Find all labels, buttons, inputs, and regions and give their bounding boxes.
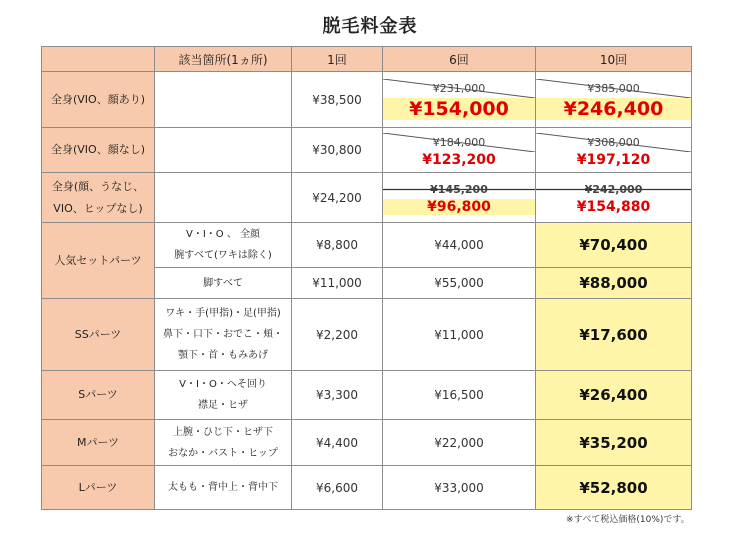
price-one: ¥4,400: [292, 420, 383, 466]
table-row: [42, 173, 692, 223]
price-ten-cell: [536, 128, 692, 173]
price-one: ¥11,000: [292, 268, 383, 299]
sale-price: ¥96,800: [383, 199, 535, 215]
sale-price: ¥123,200: [422, 151, 496, 168]
price-one: ¥38,500: [292, 72, 383, 128]
sale-price: ¥154,880: [576, 199, 651, 215]
row-label: [42, 173, 155, 223]
price-ten: ¥35,200: [536, 420, 692, 466]
old-price: ¥385,000: [536, 79, 691, 98]
table-row: [42, 299, 692, 371]
header-cell-area: 該当箇所(1ヵ所): [155, 47, 292, 72]
area-line: ワキ・手(甲指)・足(甲指): [165, 308, 281, 319]
price-ten: ¥17,600: [536, 299, 692, 371]
price-six: ¥22,000: [383, 420, 536, 466]
area-cell: 太もも・背中上・背中下: [155, 466, 292, 510]
sale-price: ¥246,400: [536, 98, 691, 120]
area-line: V・I・O・へそ回り: [179, 379, 267, 390]
price-one: ¥24,200: [292, 173, 383, 223]
header-cell-six: 6回: [383, 47, 536, 72]
price-ten: ¥52,800: [536, 466, 692, 510]
price-one: ¥3,300: [292, 371, 383, 420]
page-title: 脱毛料金表: [322, 16, 418, 37]
price-ten-cell: [536, 173, 692, 223]
area-line: 腕すべて(ワキは除く): [174, 250, 272, 261]
price-one: ¥6,600: [292, 466, 383, 510]
sale-price: ¥154,000: [383, 98, 535, 120]
row-label: 人気セットパーツ: [42, 223, 155, 299]
area-line: おなか・バスト・ヒップ: [168, 447, 278, 459]
header-cell-name: [42, 47, 155, 72]
old-price: ¥242,000: [536, 180, 691, 199]
area-cell: [155, 420, 292, 466]
price-ten: ¥88,000: [536, 268, 692, 299]
price-six: ¥16,500: [383, 371, 536, 420]
row-label: Mパーツ: [42, 420, 155, 466]
area-line: 顎下・首・もみあげ: [178, 350, 268, 361]
area-line: 鼻下・口下・おでこ・頬・: [163, 329, 283, 340]
area-cell: [155, 128, 292, 173]
area-cell: [155, 72, 292, 128]
area-cell: [155, 371, 292, 420]
table-row: [42, 72, 692, 128]
price-one: ¥8,800: [292, 223, 383, 268]
price-six-cell: [383, 173, 536, 223]
price-six: ¥44,000: [383, 223, 536, 268]
price-ten: ¥26,400: [536, 371, 692, 420]
old-price: ¥184,000: [383, 133, 535, 152]
price-six-cell: [383, 128, 536, 173]
old-price: ¥231,000: [383, 79, 535, 98]
table-row: [42, 128, 692, 173]
old-price: ¥308,000: [536, 133, 691, 152]
price-one: ¥2,200: [292, 299, 383, 371]
row-label: 全身(VIO、顔あり): [42, 72, 155, 128]
area-cell: [155, 173, 292, 223]
price-table: [41, 46, 692, 510]
price-ten-cell: [536, 72, 692, 128]
area-cell: [155, 299, 292, 371]
area-cell: 脚すべて: [155, 268, 292, 299]
sale-price: ¥197,120: [576, 151, 651, 168]
row-label: 全身(VIO、顔なし): [42, 128, 155, 173]
header-cell-one: 1回: [292, 47, 383, 72]
old-price: ¥145,200: [383, 180, 535, 199]
table-row: [42, 223, 692, 268]
row-label: Lパーツ: [42, 466, 155, 510]
price-six-cell: [383, 72, 536, 128]
area-line: 襟足・ヒザ: [198, 400, 248, 411]
price-six: ¥55,000: [383, 268, 536, 299]
header-cell-ten: 10回: [536, 47, 692, 72]
header-row: [42, 47, 692, 72]
price-six: ¥33,000: [383, 466, 536, 510]
price-ten: ¥70,400: [536, 223, 692, 268]
row-label: SSパーツ: [42, 299, 155, 371]
row-label-line: VIO、ヒップなし): [53, 201, 143, 215]
row-label: Sパーツ: [42, 371, 155, 420]
row-label-line: 全身(顔、うなじ、: [51, 179, 145, 193]
price-one: ¥30,800: [292, 128, 383, 173]
tax-note: ※すべて税込価格(10%)です。: [566, 515, 690, 525]
price-six: ¥11,000: [383, 299, 536, 371]
area-cell: [155, 223, 292, 268]
table-row: [42, 371, 692, 420]
area-line: V・I・O 、 全顔: [185, 229, 261, 240]
area-line: 上腕・ひじ下・ヒザ下: [173, 426, 273, 438]
table-row: [42, 466, 692, 510]
table-row: [42, 420, 692, 466]
